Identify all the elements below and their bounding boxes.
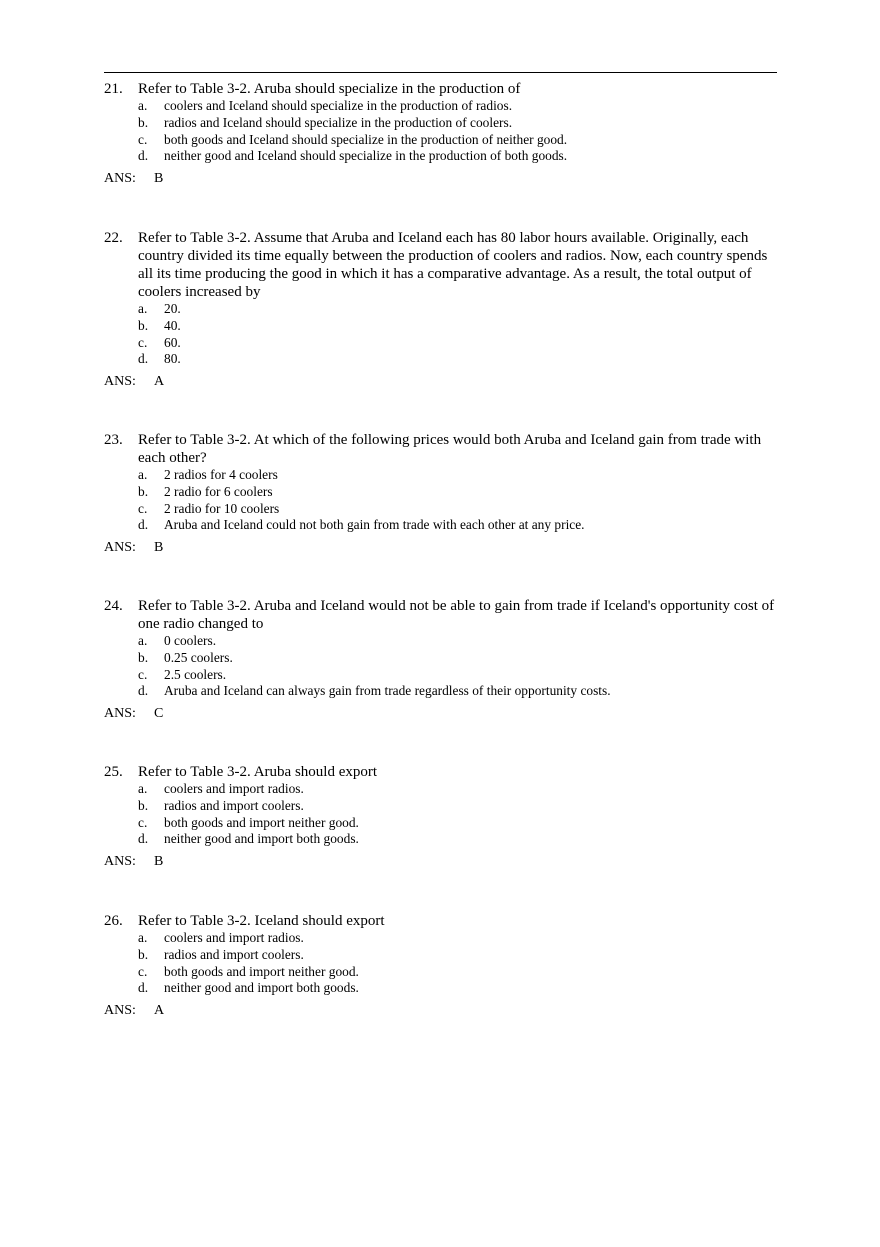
- choice-letter: a.: [138, 98, 148, 113]
- question-26: [104, 912, 777, 1020]
- answer-line: [104, 1002, 777, 1020]
- choice-text: both goods and import neither good.: [164, 963, 359, 979]
- answer-label: ANS:: [104, 1003, 136, 1019]
- choice-letter: d.: [138, 980, 149, 996]
- question-text: Refer to Table 3-2. Aruba should specialize in the production of: [138, 81, 521, 97]
- choice-letter: a.: [138, 467, 148, 482]
- choice-text: 60.: [164, 334, 181, 350]
- header-rule: [104, 72, 777, 73]
- choice-list: [138, 467, 777, 534]
- choice-letter: b.: [138, 797, 149, 813]
- choice-text: 20.: [164, 301, 181, 316]
- question-number: 21.: [104, 81, 123, 97]
- choice-text: 40.: [164, 317, 181, 333]
- choice-text: Aruba and Iceland can always gain from trade regardless of their opportunity costs.: [164, 683, 611, 699]
- choice-list: [138, 633, 777, 700]
- answer-label: ANS:: [104, 540, 136, 556]
- choice-d: [138, 517, 777, 534]
- question-stem: [104, 80, 777, 98]
- choice-c: [138, 964, 777, 981]
- choice-text: both goods and Iceland should specialize in the production of neither good.: [164, 131, 568, 147]
- choice-letter: c.: [138, 131, 148, 147]
- choice-b: [138, 318, 777, 335]
- question-number: 24.: [104, 598, 123, 614]
- answer-value: A: [154, 1003, 165, 1019]
- choice-d: [138, 980, 777, 997]
- question-25: [104, 763, 777, 871]
- choice-text: 2.5 coolers.: [164, 666, 227, 682]
- choice-letter: c.: [138, 334, 148, 350]
- choice-text: 2 radio for 10 coolers: [164, 500, 280, 516]
- choice-d: [138, 351, 777, 368]
- choice-letter: b.: [138, 946, 149, 962]
- question-stem: [104, 431, 777, 467]
- choice-letter: d.: [138, 683, 149, 699]
- question-text: Refer to Table 3-2. Aruba and Iceland would not be able to gain from trade if Iceland's opportunity cost of one radio changed to: [138, 598, 775, 632]
- choice-text: 80.: [164, 351, 181, 367]
- choice-text: coolers and import radios.: [164, 930, 304, 945]
- question-text: Refer to Table 3-2. Assume that Aruba and Iceland each has 80 labor hours available. Originally, each country divided its time equally between the production of coolers and radios. Now, each country spends all its time producing the good in which it has a comparative advantage. As a result, the total output of coolers increased by: [138, 230, 768, 300]
- choice-text: coolers and import radios.: [164, 781, 304, 796]
- choice-letter: c.: [138, 666, 148, 682]
- question-number: 26.: [104, 913, 123, 929]
- choice-c: [138, 815, 777, 832]
- choice-text: neither good and Iceland should specialize in the production of both goods.: [164, 148, 568, 164]
- question-24: [104, 597, 777, 723]
- choice-text: neither good and import both goods.: [164, 980, 359, 996]
- choice-list: [138, 98, 777, 165]
- choice-letter: d.: [138, 517, 149, 533]
- choice-a: [138, 633, 777, 650]
- choice-a: [138, 301, 777, 318]
- question-stem: [104, 912, 777, 930]
- choice-text: neither good and import both goods.: [164, 831, 359, 847]
- choice-text: 2 radios for 4 coolers: [164, 467, 278, 482]
- answer-value: B: [154, 854, 164, 870]
- choice-c: [138, 132, 777, 149]
- choice-list: [138, 930, 777, 997]
- answer-value: C: [154, 706, 164, 722]
- choice-list: [138, 301, 777, 368]
- question-text: Refer to Table 3-2. Aruba should export: [138, 764, 378, 780]
- choice-text: radios and import coolers.: [164, 946, 304, 962]
- choice-letter: a.: [138, 301, 148, 316]
- choice-text: both goods and import neither good.: [164, 814, 359, 830]
- choice-letter: d.: [138, 831, 149, 847]
- choice-text: radios and Iceland should specialize in the production of coolers.: [164, 114, 513, 130]
- choice-text: coolers and Iceland should specialize in the production of radios.: [164, 98, 513, 113]
- choice-d: [138, 683, 777, 700]
- choice-letter: c.: [138, 963, 148, 979]
- question-21: [104, 80, 777, 188]
- answer-line: [104, 373, 777, 391]
- question-stem: [104, 229, 777, 301]
- question-22: [104, 229, 777, 391]
- question-stem: [104, 597, 777, 633]
- answer-line: [104, 539, 777, 557]
- choice-c: [138, 667, 777, 684]
- choice-text: Aruba and Iceland could not both gain from trade with each other at any price.: [164, 517, 585, 533]
- answer-label: ANS:: [104, 706, 136, 722]
- choice-letter: b.: [138, 483, 149, 499]
- choice-list: [138, 781, 777, 848]
- answer-line: [104, 705, 777, 723]
- choice-letter: c.: [138, 814, 148, 830]
- choice-letter: b.: [138, 114, 149, 130]
- choice-text: 0.25 coolers.: [164, 649, 233, 665]
- answer-line: [104, 853, 777, 871]
- choice-letter: b.: [138, 649, 149, 665]
- choice-b: [138, 798, 777, 815]
- choice-text: 2 radio for 6 coolers: [164, 483, 273, 499]
- answer-label: ANS:: [104, 171, 136, 187]
- choice-text: 0 coolers.: [164, 633, 217, 648]
- question-number: 25.: [104, 764, 123, 780]
- choice-b: [138, 115, 777, 132]
- choice-a: [138, 98, 777, 115]
- choice-c: [138, 501, 777, 518]
- choice-a: [138, 781, 777, 798]
- question-23: [104, 431, 777, 557]
- choice-letter: a.: [138, 930, 148, 945]
- question-text: Refer to Table 3-2. Iceland should export: [138, 913, 385, 929]
- question-number: 22.: [104, 230, 123, 246]
- choice-letter: c.: [138, 500, 148, 516]
- choice-b: [138, 484, 777, 501]
- answer-label: ANS:: [104, 854, 136, 870]
- question-number: 23.: [104, 432, 123, 448]
- question-stem: [104, 763, 777, 781]
- choice-letter: a.: [138, 781, 148, 796]
- choice-d: [138, 148, 777, 165]
- choice-a: [138, 467, 777, 484]
- choice-b: [138, 947, 777, 964]
- answer-value: B: [154, 171, 164, 187]
- choice-b: [138, 650, 777, 667]
- choice-letter: d.: [138, 351, 149, 367]
- question-text: Refer to Table 3-2. At which of the following prices would both Aruba and Iceland gain from trade with each other?: [138, 432, 762, 466]
- choice-letter: b.: [138, 317, 149, 333]
- choice-letter: a.: [138, 633, 148, 648]
- answer-line: [104, 170, 777, 188]
- choice-c: [138, 335, 777, 352]
- answer-value: B: [154, 540, 164, 556]
- choice-d: [138, 831, 777, 848]
- choice-a: [138, 930, 777, 947]
- choice-letter: d.: [138, 148, 149, 164]
- answer-label: ANS:: [104, 374, 136, 390]
- choice-text: radios and import coolers.: [164, 797, 304, 813]
- answer-value: A: [154, 374, 165, 390]
